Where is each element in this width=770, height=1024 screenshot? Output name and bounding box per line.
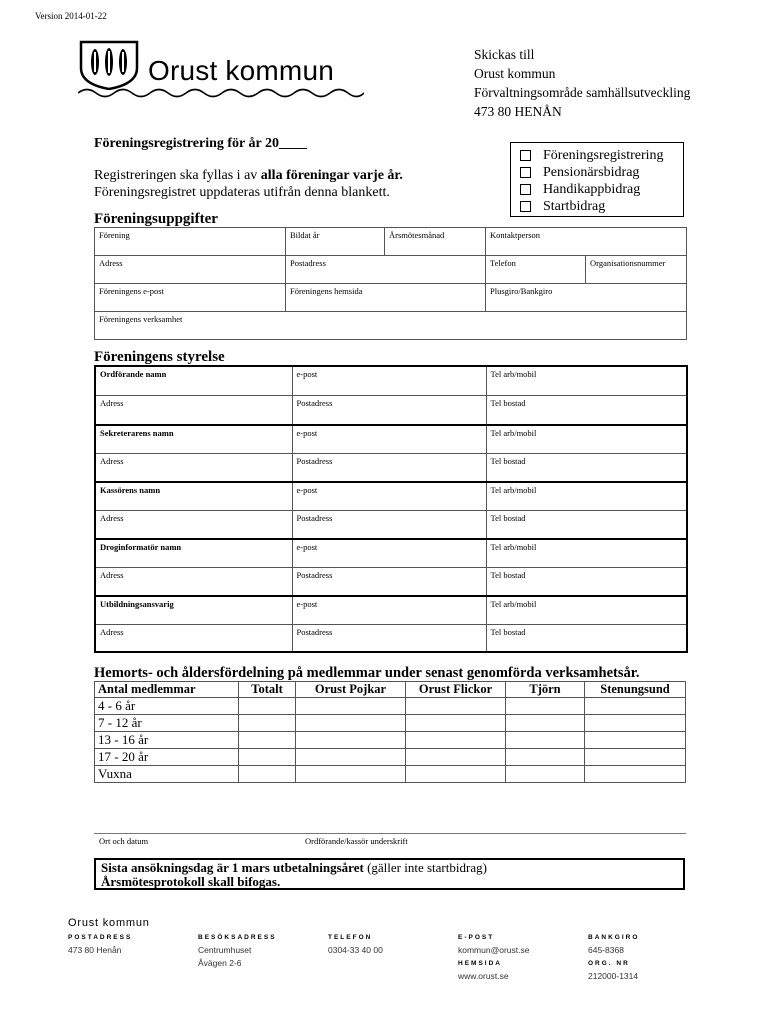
row-label: 7 - 12 år	[95, 715, 239, 732]
input-cell[interactable]	[239, 732, 296, 749]
checkbox-label: Föreningsregistrering	[543, 147, 664, 163]
field-tel-arb-mobil[interactable]: Tel arb/mobil	[486, 425, 687, 453]
deadline-notice	[94, 858, 685, 890]
footer-value: 473 80 Henån	[68, 945, 122, 955]
footer-epost	[458, 931, 529, 983]
section-heading-hemort: Hemorts- och åldersfördelning på medlemmar under senast genomförda verksamhetsår.	[94, 665, 640, 681]
input-cell[interactable]	[406, 698, 506, 715]
field-foreningens-verksamhet[interactable]: Föreningens verksamhet	[95, 312, 687, 340]
field-adress[interactable]: Adress	[95, 256, 286, 284]
checkbox-label: Startbidrag	[543, 198, 606, 214]
field-tel-bostad[interactable]: Tel bostad	[486, 567, 687, 596]
footer-title: Orust kommun	[68, 917, 150, 929]
input-cell[interactable]	[406, 766, 506, 783]
input-cell[interactable]	[296, 698, 406, 715]
input-cell[interactable]	[585, 698, 686, 715]
footer-value: 212000-1314	[588, 971, 639, 981]
send-to-address	[474, 45, 690, 121]
checkbox-foreningsregistrering[interactable]	[520, 147, 683, 164]
checkbox-startbidrag[interactable]	[520, 198, 683, 215]
field-epost[interactable]: e-post	[292, 539, 486, 567]
checkbox-square-icon[interactable]	[520, 184, 531, 195]
input-cell[interactable]	[296, 766, 406, 783]
field-role-name[interactable]: Ordförande namn	[95, 366, 292, 395]
input-cell[interactable]	[239, 698, 296, 715]
field-forening[interactable]: Förening	[95, 228, 286, 256]
field-epost[interactable]: e-post	[292, 596, 486, 624]
footer-telefon	[328, 931, 383, 957]
footer-postadress	[68, 931, 132, 957]
column-header: Orust Pojkar	[296, 682, 406, 698]
input-cell[interactable]	[239, 749, 296, 766]
footer-heading: BESÖKSADRESS	[198, 934, 277, 941]
row-label: 17 - 20 år	[95, 749, 239, 766]
input-cell[interactable]	[406, 749, 506, 766]
field-role-name[interactable]: Sekreterarens namn	[95, 425, 292, 453]
footer-value: 645-8368	[588, 945, 624, 955]
input-cell[interactable]	[506, 766, 585, 783]
intro-line1-bold: alla föreningar varje år.	[260, 168, 403, 183]
intro-line2: Föreningsregistret uppdateras utifrån denna blankett.	[94, 185, 390, 200]
field-tel-bostad[interactable]: Tel bostad	[486, 395, 687, 425]
footer-bankgiro	[588, 931, 639, 983]
field-kontaktperson[interactable]: Kontaktperson	[486, 228, 687, 256]
column-header: Orust Flickor	[406, 682, 506, 698]
municipal-crest-logo	[78, 40, 140, 90]
checkbox-square-icon[interactable]	[520, 201, 531, 212]
application-type-panel	[510, 142, 684, 217]
member-distribution-table	[94, 681, 686, 783]
notice-deadline-note: (gäller inte startbidrag)	[363, 860, 487, 875]
field-plusgiro-bankgiro[interactable]: Plusgiro/Bankgiro	[486, 284, 687, 312]
field-telefon[interactable]: Telefon	[486, 256, 586, 284]
input-cell[interactable]	[296, 715, 406, 732]
section-heading-styrelse: Föreningens styrelse	[94, 349, 225, 365]
input-cell[interactable]	[585, 732, 686, 749]
field-postadress[interactable]: Postadress	[292, 567, 486, 596]
input-cell[interactable]	[506, 715, 585, 732]
footer-heading: TELEFON	[328, 934, 373, 941]
field-adress[interactable]: Adress	[95, 395, 292, 425]
column-header: Antal medlemmar	[95, 682, 239, 698]
field-organisationsnummer[interactable]: Organisationsnummer	[586, 256, 687, 284]
checkbox-handikappbidrag[interactable]	[520, 181, 683, 198]
field-foreningens-epost[interactable]: Föreningens e-post	[95, 284, 286, 312]
footer-heading: POSTADRESS	[68, 934, 133, 941]
field-tel-arb-mobil[interactable]: Tel arb/mobil	[486, 596, 687, 624]
input-cell[interactable]	[239, 766, 296, 783]
field-tel-bostad[interactable]: Tel bostad	[486, 624, 687, 652]
send-to-line: Skickas till	[474, 47, 535, 62]
signature-line[interactable]	[94, 833, 686, 834]
field-role-name[interactable]: Droginformatör namn	[95, 539, 292, 567]
field-bildat-ar[interactable]: Bildat år	[286, 228, 385, 256]
checkbox-label: Handikappbidrag	[543, 181, 641, 197]
logo-wordmark: Orust kommun	[148, 55, 334, 86]
input-cell[interactable]	[506, 698, 585, 715]
footer-value: Åvägen 2-6	[198, 958, 242, 968]
field-epost[interactable]: e-post	[292, 366, 486, 395]
version-label: Version 2014-01-22	[35, 11, 107, 21]
logo-wave-decoration	[78, 86, 364, 100]
footer-heading: BANKGIRO	[588, 934, 640, 941]
field-adress[interactable]: Adress	[95, 624, 292, 652]
field-role-name[interactable]: Utbildningsansvarig	[95, 596, 292, 624]
field-postadress[interactable]: Postadress	[286, 256, 486, 284]
field-arsmotesmanad[interactable]: Årsmötesmånad	[385, 228, 486, 256]
form-title: Föreningsregistrering för år 20____	[94, 136, 307, 151]
board-members-table	[94, 365, 688, 653]
field-foreningens-hemsida[interactable]: Föreningens hemsida	[286, 284, 486, 312]
footer-value: 0304-33 40 00	[328, 945, 383, 955]
field-tel-arb-mobil[interactable]: Tel arb/mobil	[486, 366, 687, 395]
place-date-label: Ort och datum	[99, 836, 149, 846]
column-header: Tjörn	[506, 682, 585, 698]
field-tel-arb-mobil[interactable]: Tel arb/mobil	[486, 539, 687, 567]
field-tel-bostad[interactable]: Tel bostad	[486, 453, 687, 482]
footer-heading: E-POST	[458, 934, 495, 941]
footer-heading: HEMSIDA	[458, 960, 502, 967]
input-cell[interactable]	[296, 732, 406, 749]
column-header: Stenungsund	[585, 682, 686, 698]
input-cell[interactable]	[506, 732, 585, 749]
notice-protocol: Årsmötesprotokoll skall bifogas.	[101, 874, 281, 889]
footer-value: Centrumhuset	[198, 945, 252, 955]
field-tel-bostad[interactable]: Tel bostad	[486, 510, 687, 539]
row-label: 13 - 16 år	[95, 732, 239, 749]
field-postadress[interactable]: Postadress	[292, 395, 486, 425]
checkbox-square-icon[interactable]	[520, 150, 531, 161]
field-postadress[interactable]: Postadress	[292, 624, 486, 652]
input-cell[interactable]	[585, 715, 686, 732]
field-adress[interactable]: Adress	[95, 510, 292, 539]
input-cell[interactable]	[406, 732, 506, 749]
input-cell[interactable]	[585, 749, 686, 766]
field-epost[interactable]: e-post	[292, 425, 486, 453]
send-to-line: 473 80 HENÅN	[474, 104, 562, 119]
intro-line1-pre: Registreringen ska fyllas i av	[94, 168, 261, 183]
section-heading-foreningsuppgifter: Föreningsuppgifter	[94, 211, 218, 227]
field-adress[interactable]: Adress	[95, 453, 292, 482]
send-to-line: Orust kommun	[474, 66, 556, 81]
signature-label: Ordförande/kassör underskrift	[305, 836, 408, 846]
row-label: Vuxna	[95, 766, 239, 783]
checkbox-label: Pensionärsbidrag	[543, 164, 640, 180]
input-cell[interactable]	[585, 766, 686, 783]
field-postadress[interactable]: Postadress	[292, 510, 486, 539]
footer-besoksadress	[198, 931, 277, 970]
footer-website-link[interactable]: www.orust.se	[458, 971, 509, 981]
field-role-name[interactable]: Kassörens namn	[95, 482, 292, 510]
footer-email-link[interactable]: kommun@orust.se	[458, 945, 530, 955]
input-cell[interactable]	[406, 715, 506, 732]
intro-text	[94, 167, 403, 201]
association-info-table	[94, 227, 687, 340]
field-postadress[interactable]: Postadress	[292, 453, 486, 482]
checkbox-square-icon[interactable]	[520, 167, 531, 178]
field-epost[interactable]: e-post	[292, 482, 486, 510]
input-cell[interactable]	[296, 749, 406, 766]
input-cell[interactable]	[506, 749, 585, 766]
row-label: 4 - 6 år	[95, 698, 239, 715]
footer-heading: ORG. NR	[588, 960, 630, 967]
send-to-line: Förvaltningsområde samhällsutveckling	[474, 85, 691, 100]
notice-deadline: Sista ansökningsdag är 1 mars utbetalningsåret	[101, 860, 364, 875]
field-tel-arb-mobil[interactable]: Tel arb/mobil	[486, 482, 687, 510]
field-adress[interactable]: Adress	[95, 567, 292, 596]
column-header: Totalt	[239, 682, 296, 698]
checkbox-pensionarsbidrag[interactable]	[520, 164, 683, 181]
input-cell[interactable]	[239, 715, 296, 732]
